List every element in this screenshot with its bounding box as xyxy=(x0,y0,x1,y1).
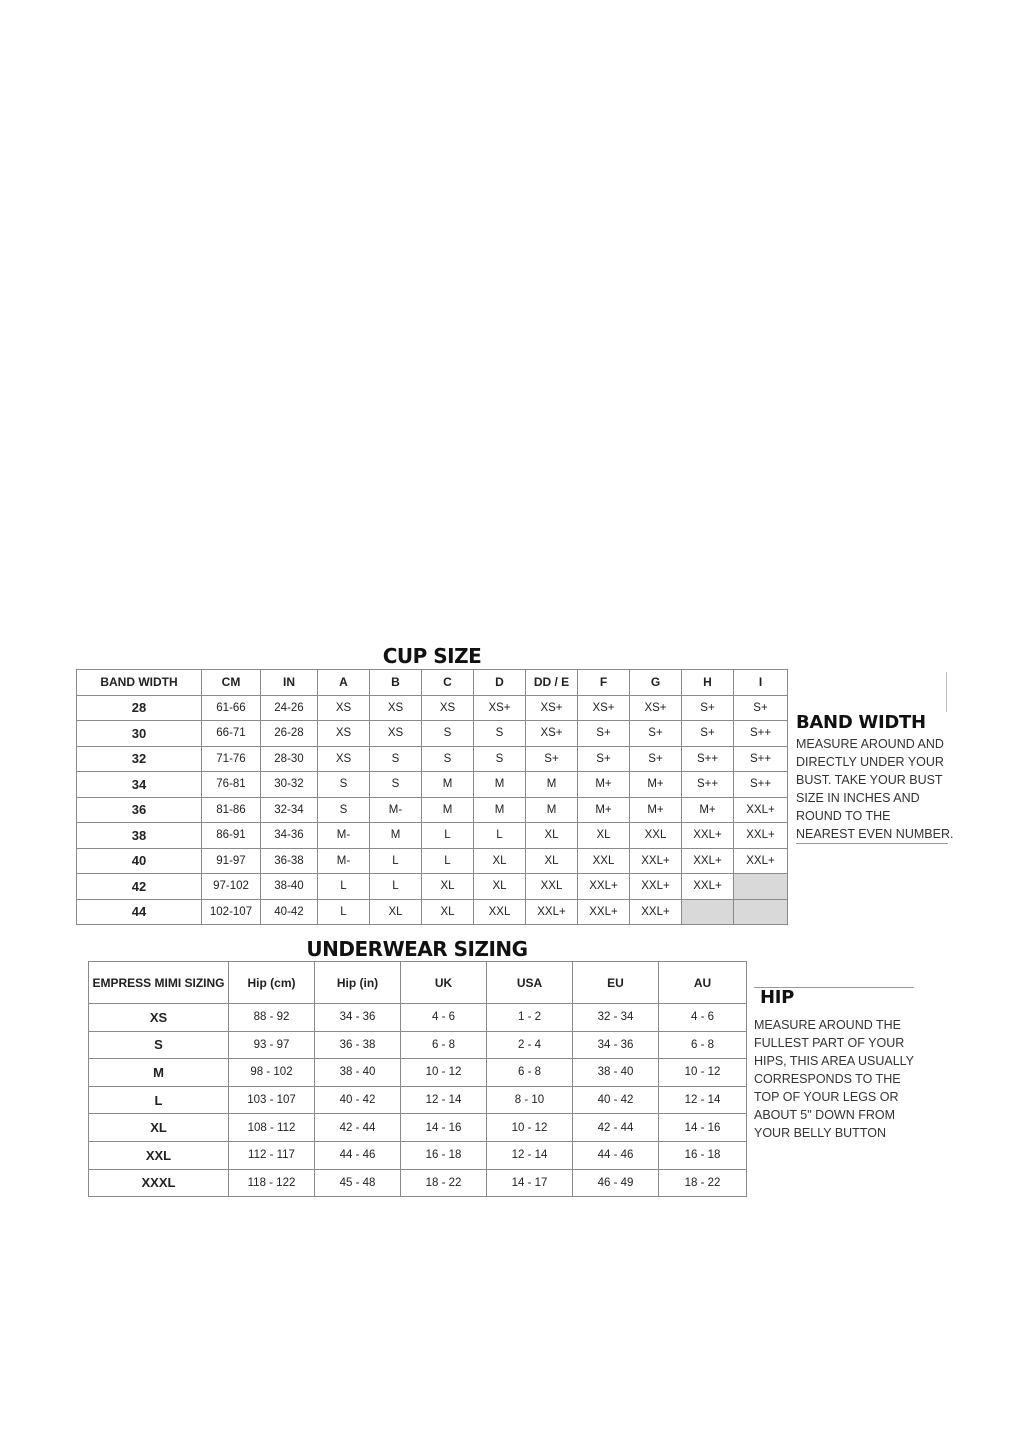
cup-size-cell: M+ xyxy=(578,772,630,798)
cup-size-cell: XXL+ xyxy=(630,848,682,874)
cup-size-cell: M+ xyxy=(630,772,682,798)
underwear-row-label: M xyxy=(89,1059,229,1087)
underwear-size-cell: 112 - 117 xyxy=(229,1141,315,1169)
cup-size-cell: M- xyxy=(370,797,422,823)
cup-table-row xyxy=(77,721,788,747)
cup-size-cell: XXL xyxy=(630,823,682,849)
underwear-size-cell: 18 - 22 xyxy=(659,1169,747,1197)
cup-size-cell: XS+ xyxy=(526,695,578,721)
band-width-title: BAND WIDTH xyxy=(796,712,926,733)
underwear-size-cell: 6 - 8 xyxy=(401,1031,487,1059)
cup-table-row xyxy=(77,848,788,874)
cup-size-cell: XXL+ xyxy=(630,874,682,900)
cup-size-cell: S xyxy=(474,721,526,747)
cup-header-cell: F xyxy=(578,670,630,696)
cup-size-cell: 97-102 xyxy=(202,874,261,900)
underwear-size-cell: 8 - 10 xyxy=(487,1086,573,1114)
hip-title: HIP xyxy=(760,987,795,1008)
cup-header-cell: D xyxy=(474,670,526,696)
underwear-row-label: XL xyxy=(89,1114,229,1142)
cup-size-cell: XXL+ xyxy=(682,823,734,849)
cup-size-cell: 36-38 xyxy=(261,848,318,874)
cup-size-cell: S+ xyxy=(630,746,682,772)
cup-size-cell: 61-66 xyxy=(202,695,261,721)
underwear-header-cell: Hip (in) xyxy=(315,962,401,1004)
cup-size-cell: S+ xyxy=(526,746,578,772)
cup-size-cell: S xyxy=(422,746,474,772)
cup-size-cell: XXL+ xyxy=(734,797,788,823)
cup-size-cell: 38-40 xyxy=(261,874,318,900)
cup-size-cell xyxy=(734,899,788,925)
cup-header-cell: I xyxy=(734,670,788,696)
cup-size-cell: XS+ xyxy=(578,695,630,721)
cup-size-cell: 34-36 xyxy=(261,823,318,849)
underwear-size-cell: 12 - 14 xyxy=(487,1141,573,1169)
cup-size-title: CUP SIZE xyxy=(382,644,482,668)
underwear-row-label: XXXL xyxy=(89,1169,229,1197)
cup-size-cell: XXL+ xyxy=(578,899,630,925)
cup-size-cell: XS xyxy=(370,721,422,747)
underwear-size-cell: 14 - 17 xyxy=(487,1169,573,1197)
underwear-size-cell: 18 - 22 xyxy=(401,1169,487,1197)
cup-size-cell: XS+ xyxy=(630,695,682,721)
cup-header-cell: DD / E xyxy=(526,670,578,696)
cup-size-cell: M+ xyxy=(578,797,630,823)
underwear-size-cell: 1 - 2 xyxy=(487,1004,573,1032)
cup-size-cell: M xyxy=(474,797,526,823)
underwear-size-cell: 14 - 16 xyxy=(659,1114,747,1142)
cup-size-cell: S+ xyxy=(734,695,788,721)
underwear-size-cell: 44 - 46 xyxy=(315,1141,401,1169)
underwear-table-header-row xyxy=(89,962,747,1004)
cup-size-cell: S++ xyxy=(682,746,734,772)
cup-size-cell xyxy=(734,874,788,900)
cup-size-cell: M+ xyxy=(682,797,734,823)
cup-size-cell: M xyxy=(474,772,526,798)
cup-size-cell: XXL+ xyxy=(734,823,788,849)
band-width-rule xyxy=(796,843,948,844)
cup-size-cell: S xyxy=(370,746,422,772)
underwear-row-label: L xyxy=(89,1086,229,1114)
cup-row-label: 32 xyxy=(77,746,202,772)
cup-table-row xyxy=(77,695,788,721)
cup-size-cell: L xyxy=(422,823,474,849)
underwear-size-cell: 14 - 16 xyxy=(401,1114,487,1142)
cup-size-cell: S xyxy=(318,797,370,823)
cup-size-cell: S+ xyxy=(578,746,630,772)
cup-size-cell: 86-91 xyxy=(202,823,261,849)
cup-size-cell: XL xyxy=(422,874,474,900)
cup-size-cell: XXL+ xyxy=(682,848,734,874)
underwear-size-cell: 118 - 122 xyxy=(229,1169,315,1197)
cup-size-cell: S xyxy=(474,746,526,772)
underwear-size-cell: 93 - 97 xyxy=(229,1031,315,1059)
underwear-size-cell: 88 - 92 xyxy=(229,1004,315,1032)
cup-size-cell: XXL+ xyxy=(734,848,788,874)
cup-header-cell: G xyxy=(630,670,682,696)
cup-size-cell: M xyxy=(526,772,578,798)
cup-size-cell: 91-97 xyxy=(202,848,261,874)
cup-size-cell: 66-71 xyxy=(202,721,261,747)
underwear-size-cell: 6 - 8 xyxy=(659,1031,747,1059)
cup-size-cell: XXL+ xyxy=(682,874,734,900)
cup-table-row xyxy=(77,823,788,849)
cup-size-cell: S++ xyxy=(734,746,788,772)
underwear-size-cell: 103 - 107 xyxy=(229,1086,315,1114)
cup-size-cell: L xyxy=(318,899,370,925)
cup-size-cell: M xyxy=(526,797,578,823)
underwear-header-cell: EMPRESS MIMI SIZING xyxy=(89,962,229,1004)
cup-size-cell: S++ xyxy=(734,721,788,747)
cup-size-cell: XS+ xyxy=(526,721,578,747)
underwear-size-cell: 10 - 12 xyxy=(401,1059,487,1087)
cup-size-cell: S++ xyxy=(734,772,788,798)
underwear-header-cell: AU xyxy=(659,962,747,1004)
cup-size-cell: 40-42 xyxy=(261,899,318,925)
cup-size-cell: XS xyxy=(318,746,370,772)
cup-header-cell: IN xyxy=(261,670,318,696)
underwear-size-cell: 12 - 14 xyxy=(659,1086,747,1114)
cup-size-cell: S+ xyxy=(682,695,734,721)
cup-size-cell: 81-86 xyxy=(202,797,261,823)
underwear-size-cell: 4 - 6 xyxy=(659,1004,747,1032)
cup-size-cell: XXL+ xyxy=(526,899,578,925)
cup-row-label: 30 xyxy=(77,721,202,747)
underwear-size-cell: 36 - 38 xyxy=(315,1031,401,1059)
cup-header-cell: A xyxy=(318,670,370,696)
cup-size-cell: L xyxy=(318,874,370,900)
cup-size-cell: XS xyxy=(370,695,422,721)
cup-row-label: 34 xyxy=(77,772,202,798)
underwear-size-cell: 108 - 112 xyxy=(229,1114,315,1142)
underwear-table-row xyxy=(89,1059,747,1087)
cup-header-cell: B xyxy=(370,670,422,696)
underwear-size-cell: 16 - 18 xyxy=(401,1141,487,1169)
underwear-size-cell: 38 - 40 xyxy=(315,1059,401,1087)
underwear-size-cell: 16 - 18 xyxy=(659,1141,747,1169)
cup-size-cell: XL xyxy=(422,899,474,925)
cup-size-cell: M xyxy=(422,797,474,823)
cup-size-cell: 24-26 xyxy=(261,695,318,721)
cup-header-cell: H xyxy=(682,670,734,696)
underwear-header-cell: Hip (cm) xyxy=(229,962,315,1004)
underwear-table-row xyxy=(89,1114,747,1142)
cup-size-cell: S xyxy=(370,772,422,798)
cup-row-label: 42 xyxy=(77,874,202,900)
cup-row-label: 38 xyxy=(77,823,202,849)
cup-size-cell: XXL xyxy=(578,848,630,874)
underwear-table-row xyxy=(89,1169,747,1197)
cup-size-cell: 26-28 xyxy=(261,721,318,747)
underwear-size-cell: 10 - 12 xyxy=(487,1114,573,1142)
cup-size-cell: 32-34 xyxy=(261,797,318,823)
underwear-row-label: XXL xyxy=(89,1141,229,1169)
cup-size-cell: XXL xyxy=(526,874,578,900)
underwear-size-cell: 40 - 42 xyxy=(573,1086,659,1114)
underwear-header-cell: USA xyxy=(487,962,573,1004)
cup-size-cell: 76-81 xyxy=(202,772,261,798)
cup-size-cell: XL xyxy=(526,848,578,874)
cup-size-cell: XS xyxy=(318,721,370,747)
hip-text: MEASURE AROUND THE FULLEST PART OF YOUR HIPS, THIS AREA USUALLY CORRESPONDS TO THE TOP OF YOUR LEGS OR ABOUT 5" DOWN FROM YOUR BELLY BUTTON xyxy=(754,1018,915,1140)
band-width-divider xyxy=(946,672,947,712)
underwear-sizing-title: UNDERWEAR SIZING xyxy=(306,937,528,961)
cup-size-cell: L xyxy=(370,874,422,900)
underwear-sizing-table xyxy=(88,961,747,1197)
band-width-panel xyxy=(796,712,956,843)
cup-size-table xyxy=(76,669,788,925)
cup-size-cell: S+ xyxy=(630,721,682,747)
underwear-size-cell: 40 - 42 xyxy=(315,1086,401,1114)
cup-size-cell xyxy=(682,899,734,925)
cup-header-cell: CM xyxy=(202,670,261,696)
underwear-size-cell: 44 - 46 xyxy=(573,1141,659,1169)
cup-size-cell: XL xyxy=(474,874,526,900)
underwear-size-cell: 6 - 8 xyxy=(487,1059,573,1087)
hip-panel xyxy=(754,987,924,1142)
cup-size-cell: XL xyxy=(370,899,422,925)
underwear-size-cell: 98 - 102 xyxy=(229,1059,315,1087)
cup-header-cell: BAND WIDTH xyxy=(77,670,202,696)
cup-size-cell: XL xyxy=(526,823,578,849)
underwear-header-cell: UK xyxy=(401,962,487,1004)
cup-size-cell: M- xyxy=(318,848,370,874)
cup-size-cell: S xyxy=(318,772,370,798)
cup-size-cell: XS xyxy=(318,695,370,721)
underwear-size-cell: 38 - 40 xyxy=(573,1059,659,1087)
cup-size-cell: S xyxy=(422,721,474,747)
underwear-size-cell: 12 - 14 xyxy=(401,1086,487,1114)
underwear-size-cell: 34 - 36 xyxy=(573,1031,659,1059)
cup-row-label: 28 xyxy=(77,695,202,721)
cup-size-cell: S++ xyxy=(682,772,734,798)
underwear-size-cell: 34 - 36 xyxy=(315,1004,401,1032)
underwear-size-cell: 4 - 6 xyxy=(401,1004,487,1032)
underwear-size-cell: 45 - 48 xyxy=(315,1169,401,1197)
underwear-row-label: XS xyxy=(89,1004,229,1032)
cup-table-row xyxy=(77,797,788,823)
cup-size-cell: S+ xyxy=(682,721,734,747)
cup-size-cell: XXL xyxy=(474,899,526,925)
cup-row-label: 40 xyxy=(77,848,202,874)
underwear-size-cell: 10 - 12 xyxy=(659,1059,747,1087)
cup-table-row xyxy=(77,772,788,798)
cup-row-label: 36 xyxy=(77,797,202,823)
underwear-row-label: S xyxy=(89,1031,229,1059)
cup-size-cell: XXL+ xyxy=(578,874,630,900)
underwear-size-cell: 46 - 49 xyxy=(573,1169,659,1197)
cup-size-cell: XL xyxy=(578,823,630,849)
underwear-header-cell: EU xyxy=(573,962,659,1004)
cup-size-cell: M xyxy=(370,823,422,849)
cup-size-cell: 30-32 xyxy=(261,772,318,798)
underwear-size-cell: 42 - 44 xyxy=(573,1114,659,1142)
cup-size-cell: 102-107 xyxy=(202,899,261,925)
underwear-table-row xyxy=(89,1086,747,1114)
cup-table-header-row xyxy=(77,670,788,696)
underwear-table-row xyxy=(89,1141,747,1169)
underwear-size-cell: 32 - 34 xyxy=(573,1004,659,1032)
underwear-table-row xyxy=(89,1031,747,1059)
cup-size-cell: M+ xyxy=(630,797,682,823)
cup-size-cell: 71-76 xyxy=(202,746,261,772)
cup-size-cell: XS+ xyxy=(474,695,526,721)
underwear-size-cell: 2 - 4 xyxy=(487,1031,573,1059)
cup-size-cell: XL xyxy=(474,848,526,874)
cup-size-cell: S+ xyxy=(578,721,630,747)
cup-table-row xyxy=(77,899,788,925)
cup-size-cell: XXL+ xyxy=(630,899,682,925)
cup-size-cell: L xyxy=(370,848,422,874)
cup-size-cell: M xyxy=(422,772,474,798)
cup-size-cell: L xyxy=(422,848,474,874)
cup-table-row xyxy=(77,874,788,900)
underwear-table-row xyxy=(89,1004,747,1032)
cup-size-cell: XS xyxy=(422,695,474,721)
cup-row-label: 44 xyxy=(77,899,202,925)
underwear-size-cell: 42 - 44 xyxy=(315,1114,401,1142)
cup-header-cell: C xyxy=(422,670,474,696)
cup-size-cell: M- xyxy=(318,823,370,849)
band-width-text: MEASURE AROUND AND DIRECTLY UNDER YOUR BUST. TAKE YOUR BUST SIZE IN INCHES AND ROUND TO THE NEAREST EVEN NUMBER. xyxy=(796,737,954,841)
cup-size-cell: 28-30 xyxy=(261,746,318,772)
cup-table-row xyxy=(77,746,788,772)
cup-size-cell: L xyxy=(474,823,526,849)
